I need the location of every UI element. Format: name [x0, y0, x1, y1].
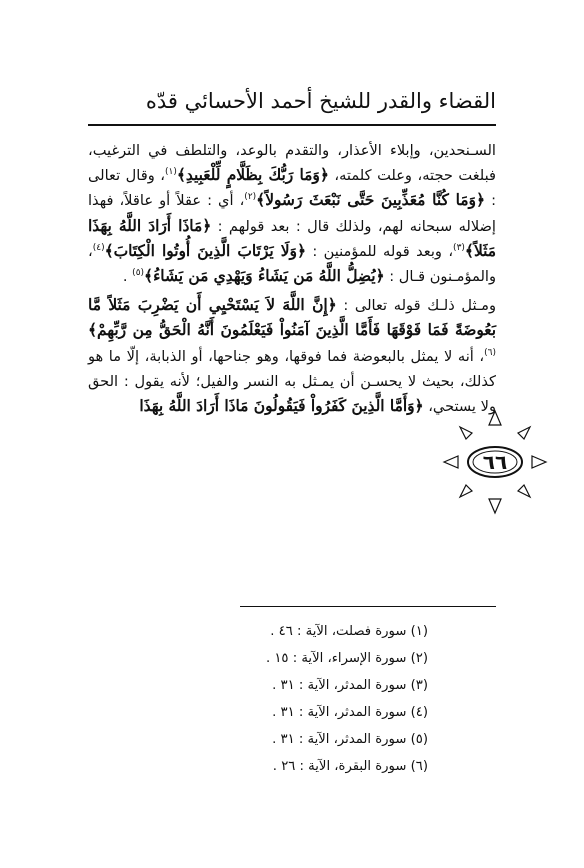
footnote-6: (٦) سورة البقرة، الآية : ٢٦ .: [272, 759, 428, 774]
header-rule: [88, 124, 496, 126]
footnote-rule: [240, 606, 496, 607]
text-run: .: [122, 268, 133, 286]
text-run: ومـثل ذلـك قوله تعالى :: [336, 297, 496, 315]
page-number-ornament: [440, 407, 550, 517]
text-run: السـنحدين، وإبلاء الأعذار، والتقدم بالوعد، والتلطف في الترغيب، فبلغت حجته، وعلت كلمته،: [88, 142, 496, 185]
paragraph-2: [88, 293, 496, 419]
footnote-5: (٥) سورة المدثر، الآية : ٣١ .: [272, 732, 428, 747]
footnote-marker: (٣): [453, 242, 465, 253]
running-header: [0, 88, 584, 114]
footnote-2: (٢) سورة الإسراء، الآية : ١٥ .: [265, 651, 428, 666]
footnote-marker: (٥): [132, 268, 145, 279]
page-number: ٦٦: [482, 450, 508, 474]
footnote-marker: (٦): [484, 347, 496, 358]
text-run: ، أنه لا يمثل بالبعوضة فما فوقها، وهو جناحها، أو الذبابة، إلّا ما هو كذلك، بحيث لا يحسـن أن يمـثل به النسر والفيل؛ لأنه يقول : الحق ولا يستحي،: [88, 347, 496, 416]
footnote-marker: (٢): [244, 192, 257, 203]
quran-quote: ﴿وَمَا رَبُّكَ بِظَلَّامٍ لِّلْعَبِيدِ﴾: [176, 166, 329, 185]
text-run: ، وقال تعالى :: [88, 167, 496, 210]
text-run: ، وبعد قوله للمؤمنين :: [305, 242, 454, 260]
quran-quote: ﴿وَمَا كُنَّا مُعَذِّبِينَ حَتَّى نَبْعَثَ رَسُولاً﴾: [256, 191, 486, 210]
footnote-marker: (٤): [92, 242, 105, 253]
text-run: ، أي : عقلاً أو عاقلاً، فهذا إضلاله سبحانه لهم، ولذلك قال : بعد قولهم :: [88, 192, 496, 235]
quran-quote: ﴿يُضِلُّ اللَّهُ مَن يَشَاءُ وَيَهْدِي مَن يَشَاءُ﴾: [144, 267, 385, 286]
header-title: القضاء والقدر للشيخ أحمد الأحسائي قدّه: [145, 89, 496, 113]
footnote-1: (١) سورة فصلت، الآية : ٤٦ .: [270, 624, 428, 639]
quran-quote: ﴿وَأَمَّا الَّذِينَ كَفَرُواْ فَيَقُولُونَ مَاذَا أَرَادَ اللَّهُ بِهَذَا: [139, 397, 424, 416]
footnote-4: (٤) سورة المدثر، الآية : ٣١ .: [272, 705, 428, 720]
footnote-3: (٣) سورة المدثر، الآية : ٣١ .: [272, 678, 428, 693]
footnotes-list: [220, 618, 428, 780]
footnote-marker: (١): [164, 167, 177, 178]
quran-quote: ﴿وَلَا يَرْتَابَ الَّذِينَ أُوتُوا الْكِتَابَ﴾: [104, 241, 306, 260]
text-run: ، والمؤمـنون قـال :: [88, 242, 496, 286]
paragraph-1: [88, 138, 496, 289]
quran-quote: ﴿مَاذَا أَرَادَ اللَّهُ بِهَذَا مَثَلاً﴾: [88, 216, 497, 260]
quran-quote: ﴿إِنَّ اللَّهَ لاَ يَسْتَحْيِي أَن يَضْرِبَ مَثَلاً مَّا بَعُوضَةً فَمَا فَوْقَهَا فَأَمَّا الَّذِينَ آمَنُواْ فَيَعْلَمُونَ أَنَّهُ الْحَقُّ مِن رَّبِّهِمْ﴾: [88, 296, 496, 340]
main-text: [88, 138, 496, 419]
